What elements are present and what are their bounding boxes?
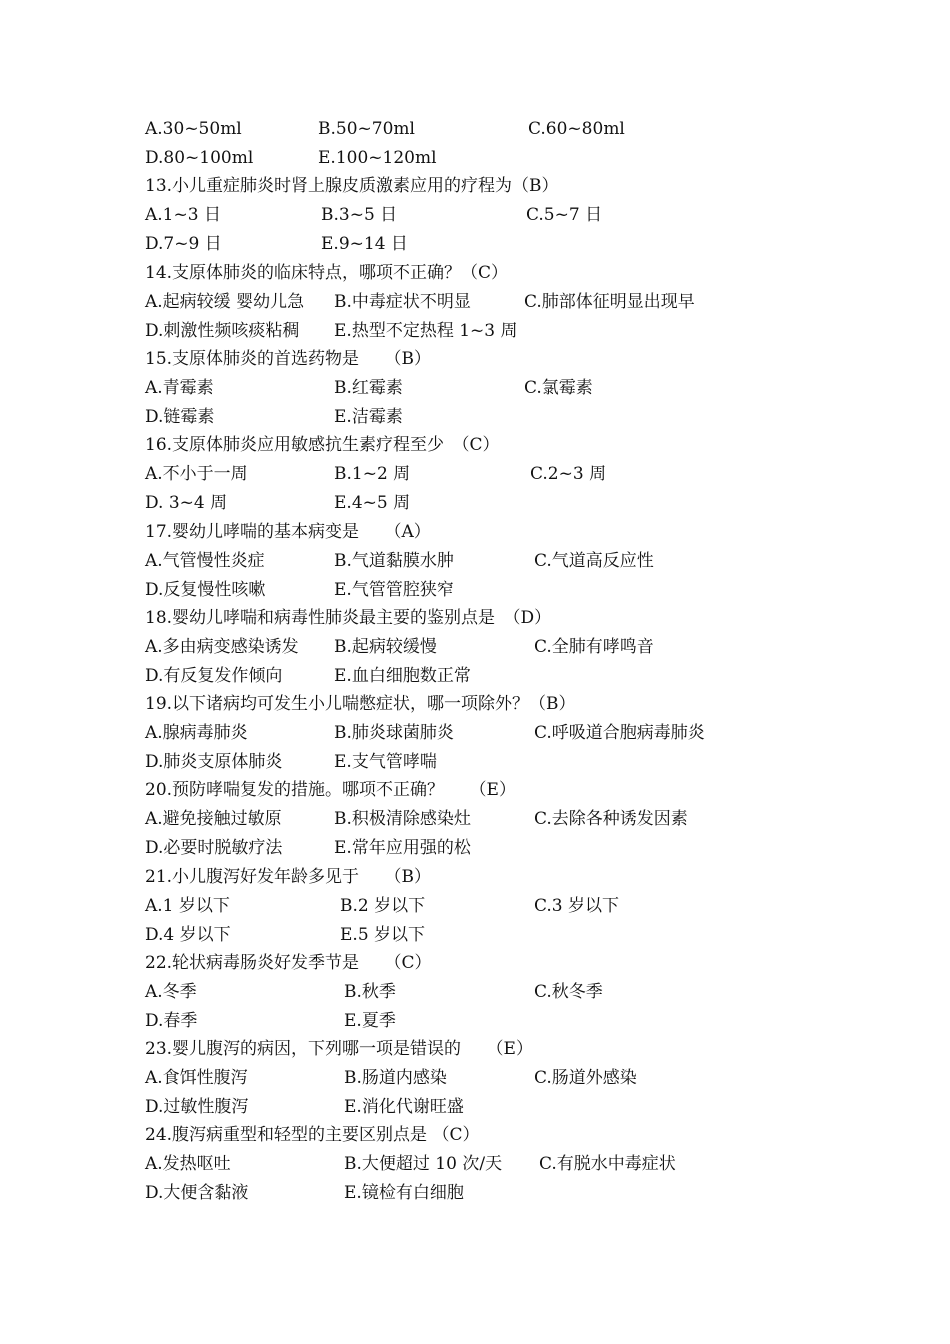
option-d: D.大便含黏液 xyxy=(145,1183,249,1203)
option-a: A.气管慢性炎症 xyxy=(145,551,265,571)
option-e: E.洁霉素 xyxy=(334,407,403,427)
option-c: C.5~7 日 xyxy=(526,205,603,225)
option-a: A.避免接触过敏原 xyxy=(145,809,282,829)
option-e: E.血白细胞数正常 xyxy=(334,666,471,686)
option-a: A.腺病毒肺炎 xyxy=(145,723,248,743)
option-b: B.红霉素 xyxy=(334,378,403,398)
question-stem: 16.支原体肺炎应用敏感抗生素疗程至少 （C） xyxy=(145,435,500,455)
question-stem: 19.以下诸病均可发生小儿喘憋症状，哪一项除外？（B） xyxy=(145,694,576,714)
option-a: A.冬季 xyxy=(145,982,197,1002)
option-b: B.肺炎球菌肺炎 xyxy=(334,723,454,743)
option-e: E.100~120ml xyxy=(318,148,437,168)
option-e: E.气管管腔狭窄 xyxy=(334,580,454,600)
option-c: C.肺部体征明显出现早 xyxy=(524,292,695,312)
option-c: C.氯霉素 xyxy=(524,378,593,398)
option-b: B.肠道内感染 xyxy=(344,1068,447,1088)
option-e: E.4~5 周 xyxy=(334,493,411,513)
option-b: B.1~2 周 xyxy=(334,464,411,484)
option-a: A.不小于一周 xyxy=(145,464,248,484)
option-c: C.肠道外感染 xyxy=(534,1068,637,1088)
option-d: D.刺激性频咳痰粘稠 xyxy=(145,321,300,341)
option-a: A.1 岁以下 xyxy=(145,896,230,916)
option-d: D.4 岁以下 xyxy=(145,925,231,945)
option-d: D.必要时脱敏疗法 xyxy=(145,838,283,858)
option-d: D.春季 xyxy=(145,1011,198,1031)
question-stem: 15.支原体肺炎的首选药物是 （B） xyxy=(145,349,432,369)
option-c: C.气道高反应性 xyxy=(534,551,654,571)
option-d: D.反复慢性咳嗽 xyxy=(145,580,266,600)
option-d: D.过敏性腹泻 xyxy=(145,1097,249,1117)
question-stem: 13.小儿重症肺炎时肾上腺皮质激素应用的疗程为（B） xyxy=(145,176,559,196)
option-e: E.支气管哮喘 xyxy=(334,752,437,772)
option-b: B.大便超过 10 次/天 xyxy=(344,1154,503,1174)
option-c: C.2~3 周 xyxy=(530,464,607,484)
option-b: B.起病较缓慢 xyxy=(334,637,437,657)
question-stem: 22.轮状病毒肠炎好发季节是 （C） xyxy=(145,953,432,973)
option-a: A.食饵性腹泻 xyxy=(145,1068,248,1088)
option-c: C.全肺有哮鸣音 xyxy=(534,637,654,657)
question-stem: 23.婴儿腹泻的病因，下列哪一项是错误的 （E） xyxy=(145,1039,533,1059)
option-b: B.中毒症状不明显 xyxy=(334,292,471,312)
option-a: A.多由病变感染诱发 xyxy=(145,637,299,657)
option-e: E.夏季 xyxy=(344,1011,396,1031)
option-c: C.60~80ml xyxy=(528,119,625,139)
question-stem: 18.婴幼儿哮喘和病毒性肺炎最主要的鉴别点是 （D） xyxy=(145,608,552,628)
option-b: B.50~70ml xyxy=(318,119,415,139)
option-e: E.热型不定热程 1~3 周 xyxy=(334,321,518,341)
option-c: C.呼吸道合胞病毒肺炎 xyxy=(534,723,705,743)
option-b: B.2 岁以下 xyxy=(340,896,426,916)
option-c: C.3 岁以下 xyxy=(534,896,620,916)
question-stem: 21.小儿腹泻好发年龄多见于 （B） xyxy=(145,867,432,887)
option-b: B.积极清除感染灶 xyxy=(334,809,471,829)
option-c: C.去除各种诱发因素 xyxy=(534,809,688,829)
option-a: A.发热呕吐 xyxy=(145,1154,231,1174)
option-a: A.起病较缓 婴幼儿急 xyxy=(145,292,305,312)
option-a: A.青霉素 xyxy=(145,378,214,398)
question-stem: 20.预防哮喘复发的措施。哪项不正确？ （E） xyxy=(145,780,516,800)
option-d: D.链霉素 xyxy=(145,407,215,427)
option-c: C.有脱水中毒症状 xyxy=(539,1154,676,1174)
option-a: A.30~50ml xyxy=(145,119,242,139)
option-e: E.镜检有白细胞 xyxy=(344,1183,464,1203)
option-e: E.5 岁以下 xyxy=(340,925,426,945)
question-stem: 24.腹泻病重型和轻型的主要区别点是 （C） xyxy=(145,1125,480,1145)
option-e: E.消化代谢旺盛 xyxy=(344,1097,464,1117)
option-b: B.气道黏膜水肿 xyxy=(334,551,454,571)
option-c: C.秋冬季 xyxy=(534,982,603,1002)
question-stem: 17.婴幼儿哮喘的基本病变是 （A） xyxy=(145,522,431,542)
question-stem: 14.支原体肺炎的临床特点，哪项不正确？（C） xyxy=(145,263,509,283)
option-d: D.7~9 日 xyxy=(145,234,222,254)
option-b: B.3~5 日 xyxy=(321,205,398,225)
option-a: A.1~3 日 xyxy=(145,205,221,225)
option-d: D.肺炎支原体肺炎 xyxy=(145,752,283,772)
option-e: E.常年应用强的松 xyxy=(334,838,471,858)
option-d: D.有反复发作倾向 xyxy=(145,666,283,686)
option-e: E.9~14 日 xyxy=(321,234,408,254)
option-b: B.秋季 xyxy=(344,982,396,1002)
option-d: D. 3~4 周 xyxy=(145,493,228,513)
option-d: D.80~100ml xyxy=(145,148,254,168)
